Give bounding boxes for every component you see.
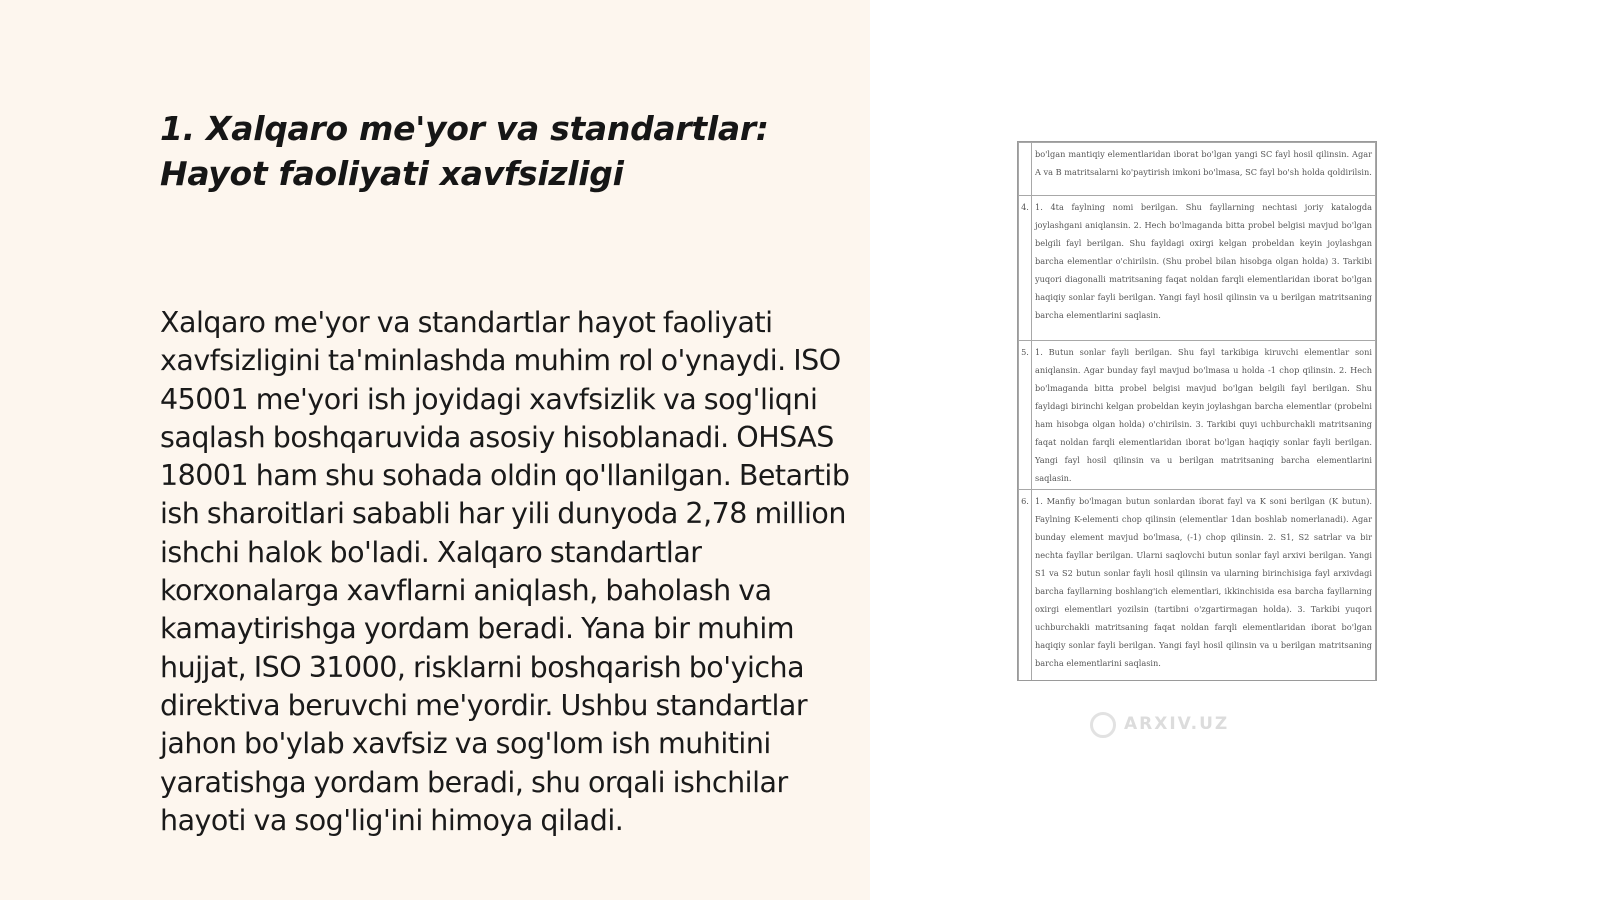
row-text: 1. 4ta faylning nomi berilgan. Shu fayllarning nechtasi joriy katalogda joylashgani aniqlansin. 2. Hech bo'lmaganda bitta probel belgisi mavjud bo'lgan belgili fayl berilgan. Shu fayldagi oxirgi kelgan probeldan keyin joylashgan barcha elementlar o'chirilsin. (Shu probel bilan hisobga olgan holda) 3. Tarkibi yuqori diagonalli matritsaning faqat noldan farqli elementlaridan iborat bo'lgan haqiqiy sonlar fayli berilgan. Yangi fayl hosil qilinsin va u berilgan matritsaning barcha elementlarini saqlasin.	[1032, 196, 1376, 341]
row-text: 1. Manfiy bo'lmagan butun sonlardan iborat fayl va K soni berilgan (K butun). Faylning K-elementi chop qilinsin (elementlar 1dan boshlab nomerlanadi). Agar bunday element mavjud bo'lmasa, (-1) chop qilinsin. 2. S1, S2 satrlar va bir nechta fayllar berilgan. Ularni saqlovchi butun sonlar fayl arxivi berilgan. Yangi S1 va S2 butun sonlar fayli hosil qilinsin va ularning birinchisiga fayl arxivdagi barcha fayllarning boshlang'ich elementlari, ikkinchisida esa barcha fayllarning oxirgi elementlari yozilsin (tartibni o'zgartirmagan holda). 3. Tarkibi yuqori uchburchakli matritsaning faqat noldan farqli elementlaridan iborat bo'lgan haqiqiy sonlar fayli berilgan. Yangi fayl hosil qilinsin va u berilgan matritsaning barcha elementlarini saqlasin.	[1032, 490, 1376, 682]
watermark-logo-icon	[1090, 712, 1116, 738]
watermark-text: ARXIV.UZ	[1124, 714, 1230, 734]
row-number: 5.	[1019, 341, 1032, 490]
row-number: 6.	[1019, 490, 1032, 682]
slide-body-text: Xalqaro me'yor va standartlar hayot faoliyati xavfsizligini ta'minlashda muhim rol o'ynaydi. ISO 45001 me'yori ish joyidagi xavfsizlik va sog'liqni saqlash boshqaruvida asosiy hisoblanadi. OHSAS 18001 ham shu sohada oldin qo'llanilgan. Betartib ish sharoitlari sababli har yili dunyoda 2,78 million ishchi halok bo'ladi. Xalqaro standartlar korxonalarga xavflarni aniqlash, baholash va kamaytirishga yordam beradi. Yana bir muhim hujjat, ISO 31000, risklarni boshqarish bo'yicha direktiva beruvchi me'yordir. Ushbu standartlar jahon bo'ylab xavfsiz va sog'lom ish muhitini yaratishga yordam beradi, shu orqali ishchilar hayoti va sog'lig'ini himoya qiladi.	[160, 306, 850, 837]
document-scan-image	[1017, 141, 1377, 681]
row-text: 1. Butun sonlar fayli berilgan. Shu fayl tarkibiga kiruvchi elementlar soni aniqlansin. Agar bunday fayl mavjud bo'lmasa u holda -1 chop qilinsin. 2. Hech bo'lmaganda bitta probel belgisi mavjud bo'lgan belgili fayl berilgan. Shu fayldagi birinchi kelgan probeldan keyin joylashgan barcha elementlar (probelni ham hisobga olgan holda) o'chirilsin. 3. Tarkibi quyi uchburchakli matritsaning faqat noldan farqli elementlaridan iborat bo'lgan haqiqiy sonlar fayli berilgan. Yangi fayl hosil qilinsin va u berilgan matritsaning barcha elementlarini saqlasin.	[1032, 341, 1376, 490]
row-number	[1019, 143, 1032, 196]
table-row	[1019, 490, 1376, 682]
watermark	[1090, 712, 1240, 738]
row-number: 4.	[1019, 196, 1032, 341]
assignment-table	[1018, 142, 1376, 681]
table-row	[1019, 196, 1376, 341]
table-row	[1019, 143, 1376, 196]
row-text: bo'lgan mantiqiy elementlaridan iborat bo'lgan yangi SC fayl hosil qilinsin. Agar A va B matritsalarni ko'paytirish imkoni bo'lmasa, SC fayl bo'sh holda qoldirilsin.	[1032, 143, 1376, 196]
table-row	[1019, 341, 1376, 490]
slide-title: 1. Xalqaro me'yor va standartlar: Hayot faoliyati xavfsizligi	[160, 109, 769, 193]
